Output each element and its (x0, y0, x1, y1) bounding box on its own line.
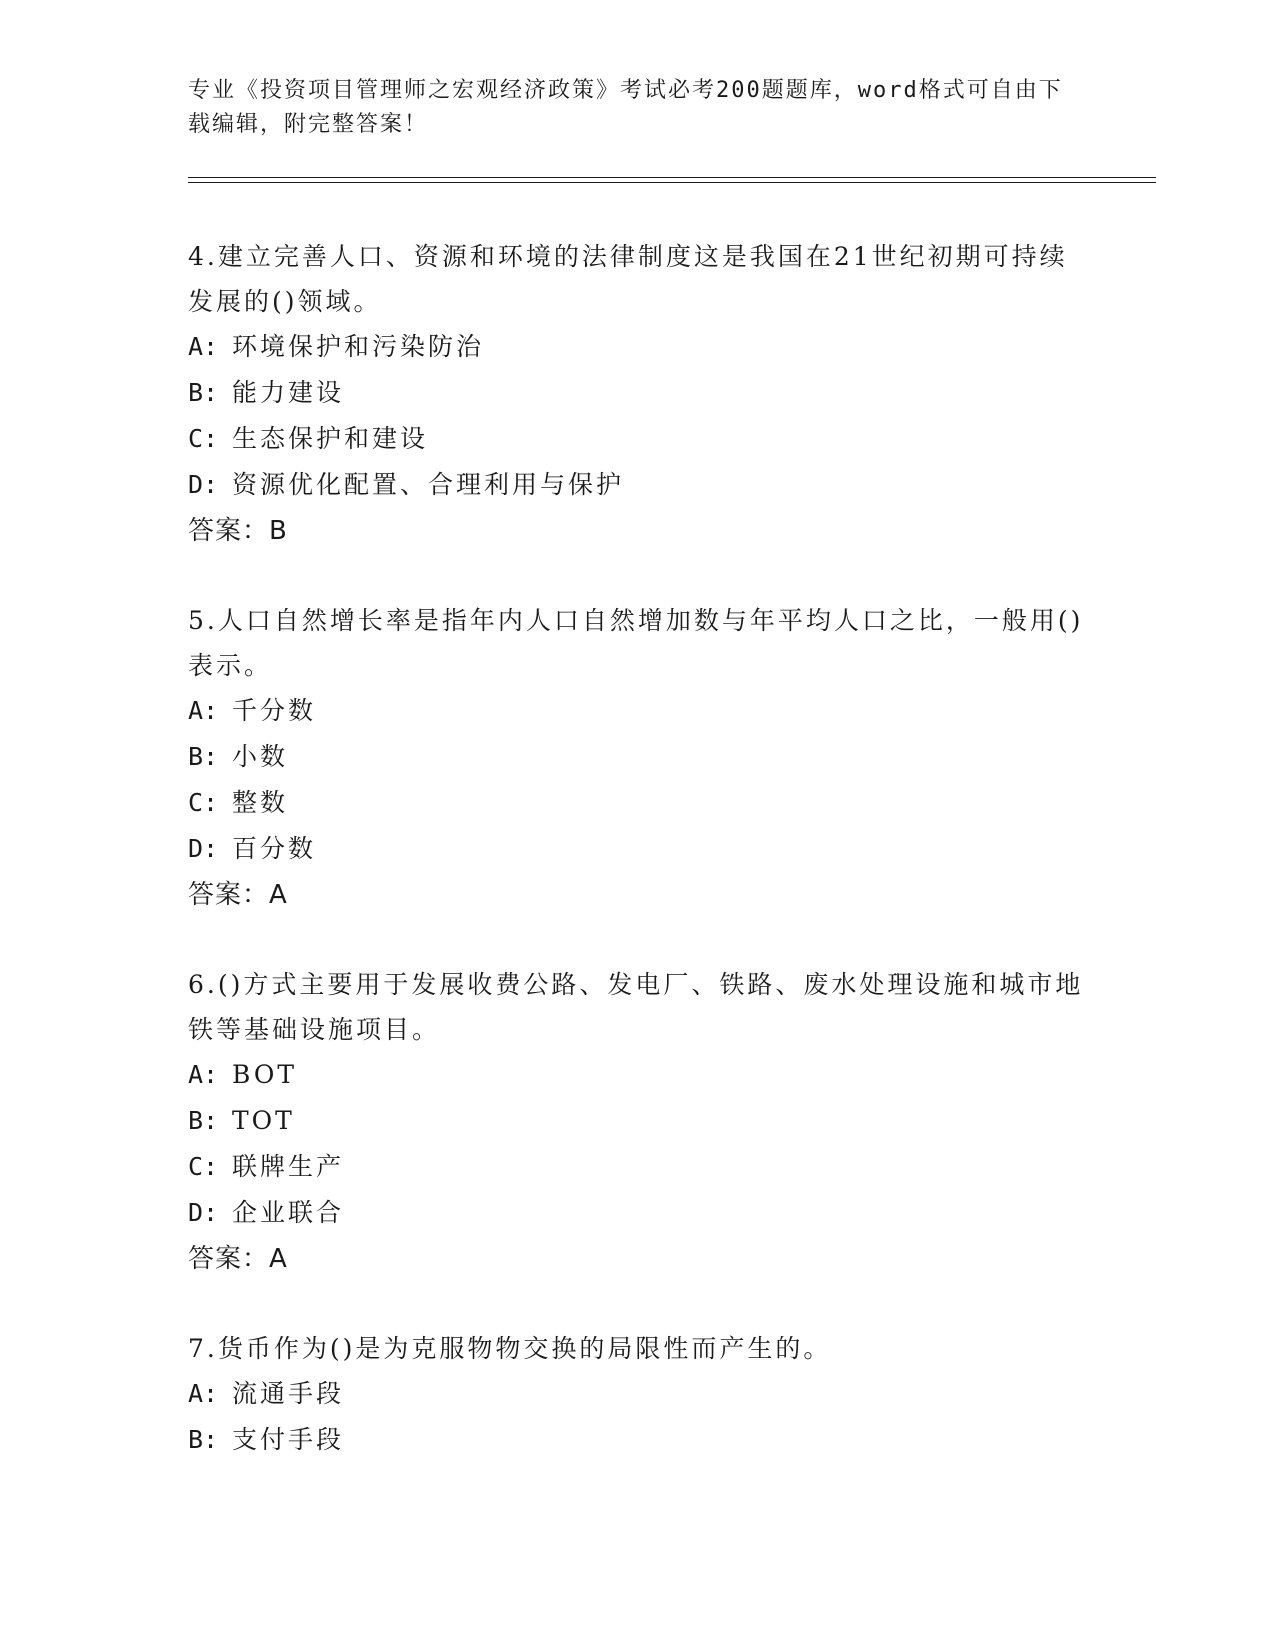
header-divider-top (188, 177, 1156, 178)
option-text: TOT (232, 1106, 295, 1135)
option-c (188, 780, 1088, 826)
option-text: 整数 (232, 788, 289, 817)
option-b (188, 734, 1088, 780)
option-d (188, 462, 1088, 508)
option-b (188, 1417, 1088, 1463)
option-text: 联牌生产 (232, 1152, 345, 1181)
option-text: 小数 (232, 742, 289, 771)
option-letter: A: (188, 1060, 219, 1089)
question-stem: 4.建立完善人口、资源和环境的法律制度这是我国在21世纪初期可持续发展的()领域。 (188, 242, 1068, 316)
option-letter: A: (188, 696, 219, 725)
option-text: 企业联合 (232, 1198, 345, 1227)
option-b (188, 1098, 1088, 1144)
option-letter: C: (188, 788, 219, 817)
option-a (188, 324, 1088, 370)
option-text: 流通手段 (232, 1379, 345, 1408)
option-text: BOT (232, 1060, 298, 1089)
option-letter: D: (188, 834, 219, 863)
option-c (188, 1144, 1088, 1190)
option-a (188, 1371, 1088, 1417)
option-letter: B: (188, 742, 219, 771)
question-stem: 6.()方式主要用于发展收费公路、发电厂、铁路、废水处理设施和城市地铁等基础设施项目。 (188, 970, 1084, 1044)
answer-line: 答案：A (188, 1244, 288, 1274)
answer-line: 答案：B (188, 516, 288, 546)
question-6 (188, 962, 1088, 1282)
option-c (188, 416, 1088, 462)
option-text: 千分数 (232, 696, 317, 725)
option-letter: C: (188, 424, 219, 453)
option-text: 环境保护和污染防治 (232, 332, 485, 361)
option-text: 支付手段 (232, 1425, 345, 1454)
option-letter: A: (188, 332, 219, 361)
option-text: 百分数 (232, 834, 317, 863)
question-4 (188, 234, 1088, 554)
option-a (188, 688, 1088, 734)
document-header: 专业《投资项目管理师之宏观经济政策》考试必考200题题库，word格式可自由下载编辑，附完整答案！ (188, 78, 1063, 137)
question-stem: 7.货币作为()是为克服物物交换的局限性而产生的。 (188, 1334, 832, 1363)
question-stem: 5.人口自然增长率是指年内人口自然增加数与年平均人口之比，一般用()表示。 (188, 606, 1084, 680)
question-7 (188, 1326, 1088, 1463)
option-a (188, 1052, 1088, 1098)
option-b (188, 370, 1088, 416)
option-letter: D: (188, 470, 219, 499)
option-letter: B: (188, 378, 219, 407)
option-text: 资源优化配置、合理利用与保护 (232, 470, 625, 499)
option-d (188, 1190, 1088, 1236)
option-text: 能力建设 (232, 378, 345, 407)
option-letter: B: (188, 1106, 219, 1135)
question-5 (188, 598, 1088, 918)
option-letter: A: (188, 1379, 219, 1408)
header-divider-bottom (188, 182, 1156, 183)
option-letter: C: (188, 1152, 219, 1181)
answer-line: 答案：A (188, 880, 288, 910)
option-text: 生态保护和建设 (232, 424, 429, 453)
option-letter: D: (188, 1198, 219, 1227)
option-letter: B: (188, 1425, 219, 1454)
option-d (188, 826, 1088, 872)
